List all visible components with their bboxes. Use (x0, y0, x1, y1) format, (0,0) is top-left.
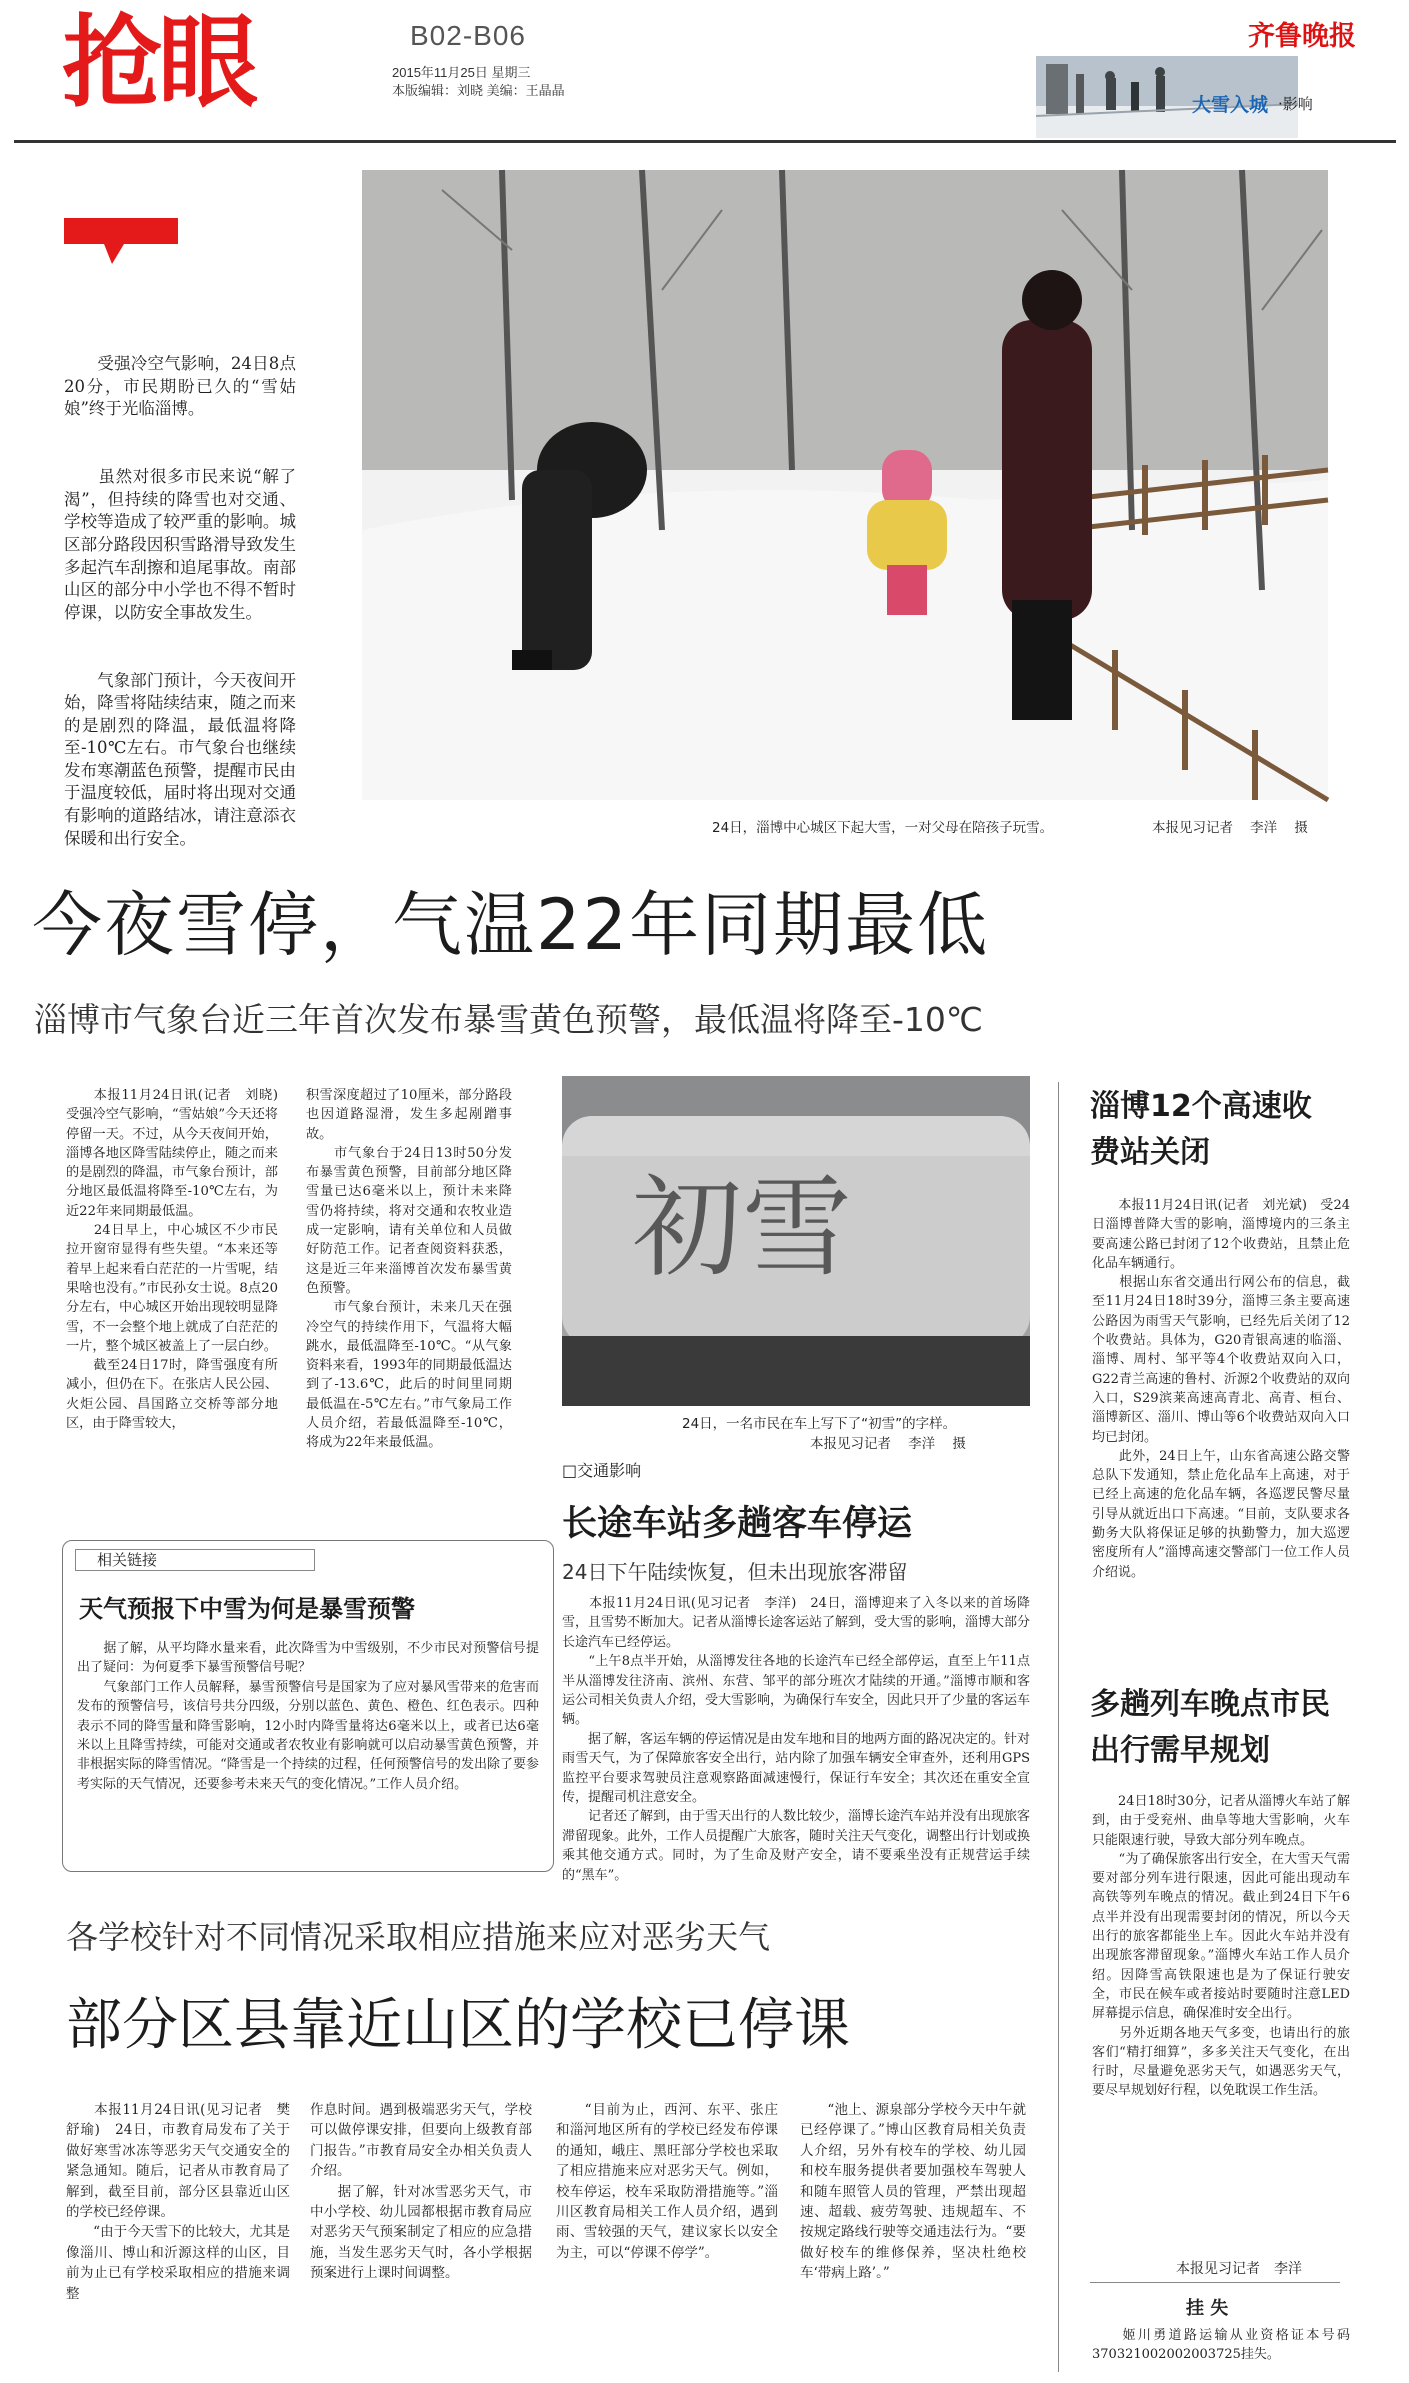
bus-headline: 长途车站多趟客车停运 (562, 1504, 913, 1544)
lead-paragraph: 气象部门预计，今天夜间开始，降雪将陆续结束，随之而来的是剧烈的降温，最低温将降至-10℃左右。市气象台也继续发布寒潮蓝色预警，提醒市民由于温度较低，届时将出现对交通有影响的道路结冰，请注意添衣保暖和出行安全。 (64, 670, 296, 848)
school-kicker: 各学校针对不同情况采取相应措施来应对恶劣天气 (66, 1918, 771, 1956)
highway-body: 本报11月24日讯(记者 刘光斌) 受24日淄博普降大雪的影响，淄博境内的三条主要高速公路已封闭了12个收费站，且禁止危化品车辆通行。 根据山东省交通出行网公布的信息，截至11月24日18时39分，淄博三条主要高速公路因为雨雪天气影响，已经先后关闭了12个收费站。具体为，G20青银高速的临淄、淄博、周村、邹平等4个收费站双向入口，G22青兰高速的鲁村、沂源2个收费站的双向入口，S29滨莱高速高青北、高青、桓台、淄博新区、淄川、博山等6个收费站双向入口均已封闭。 此外，24日上午，山东省高速公路交警总队下发通知，禁止危化品车上高速，对于已经上高速的危化品车辆，各巡逻民警尽量引导从就近出口下高速。“目前，支队要求各勤务大队将保证足够的执勤警力，加大巡逻密度所有人”淄博高速交警部门一位工作人员介绍说。 (1092, 1198, 1350, 1580)
related-link-body: 据了解，从平均降水量来看，此次降雪为中雪级别，不少市民对预警信号提出了疑问：为何夏季下暴雪预警信号呢？ 气象部门工作人员解释，暴雪预警信号是国家为了应对暴风雪带来的危害而发布的预警信号，该信号共分四级，分别以蓝色、黄色、橙色、红色表示。四种表示不同的降雪量和降雪影响，12小时内降雪量将达6毫米以上，或者已达6毫米以上且降雪持续，可能对交通或者农牧业有影响就可以启动暴雪黄色预警，并非根据实际的降雪情况。“降雪是一个持续的过程，任何预警信号的发出除了要参考实际的天气情况，还要参考未来天气的变化情况。”工作人员介绍。 (77, 1641, 539, 1792)
editors-line: 本版编辑：刘晓 美编：王晶晶 (392, 83, 565, 98)
bus-body: 本报11月24日讯(见习记者 李洋) 24日，淄博迎来了入冬以来的首场降雪，且雪势不断加大。记者从淄博长途客运站了解到，受大雪的影响，淄博大部分长途汽车已经停运。 “上午8点半开始，从淄博发往各地的长途汽车已经全部停运，直至上午11点半从淄博发往济南、滨州、东营、邹平的部分班次才陆续的开通。”淄博市顺和客运公司相关负责人介绍，受大雪影响，为确保行车安全，因此只开了少量的客运车辆。 据了解，客运车辆的停运情况是由发车地和目的地两方面的路况决定的。针对雨雪天气，为了保障旅客安全出行，站内除了加强车辆安全审查外，还利用GPS监控平台要求驾驶员注意观察路面减速慢行，保证行车安全；其次还在重安全宣传，提醒司机注意安全。 记者还了解到，由于雪天出行的人数比较少，淄博长途汽车站并没有出现旅客滞留现象。此外，工作人员提醒广大旅客，随时关注天气变化，调整出行计划或换乘其他交通方式。同时，为了生命及财产安全，请不要乘坐没有正规营运手续的“黑车”。 (562, 1596, 1031, 1883)
section-title: 抢眼 (62, 4, 254, 121)
traffic-tag: □交通影响 (562, 1461, 642, 1480)
school-col2: 作息时间。遇到极端恶劣天气，学校可以做停课安排，但要向上级教育部门报告。”市教育局安全办相关负责人介绍。 据了解，针对冰雪恶劣天气，市中小学校、幼儿园都根据市教育局应对恶劣天气预案制定了相应的应急措施，当发生恶劣天气时，各小学根据预案进行上课时间调整。 (310, 2102, 532, 2282)
related-link-box (62, 1540, 554, 1872)
date-line: 2015年11月25日 星期三 (392, 65, 531, 80)
red-flag-icon (64, 218, 178, 266)
car-photo-caption: 24日，一名市民在车上写下了“初雪”的字样。 (682, 1416, 957, 1432)
lead-photo-credit: 本报见习记者 李洋 摄 (1152, 820, 1308, 836)
snow-park-image (362, 170, 1328, 800)
lead-paragraph: 受强冷空气影响，24日8点20分，市民期盼已久的“雪姑娘”终于光临淄博。 (64, 354, 296, 419)
bus-subhead: 24日下午陆续恢复，但未出现旅客滞留 (562, 1560, 908, 1584)
train-body: 24日18时30分，记者从淄博火车站了解到，由于受兖州、曲阜等地大雪影响，火车只能限速行驶，导致大部分列车晚点。 “为了确保旅客出行安全，在大雪天气需要对部分列车进行限速，因此可能出现动车高铁等列车晚点的情况。截止到24日下午6点半并没有出现需要封闭的情况，所以今天出行的旅客都能坐上车。因此火车站并没有出现旅客滞留现象。”淄博火车站工作人员介绍。因降雪高铁限速也是为了保证行驶安全，市民在候车或者接站时要随时注意LED屏幕提示信息，确保准时安全出行。 另外近期各地天气多变，也请出行的旅客们“精打细算”，多多关注天气变化，在出行时，尽量避免恶劣天气，如遇恶劣天气，要尽早规划好行程，以免耽误工作生活。 (1092, 1794, 1350, 2099)
right-column-divider (1058, 1082, 1059, 2372)
car-snow-writing: 初雪 (632, 1164, 852, 1292)
school-col4: “池上、源泉部分学校今天中午就已经停课了。”博山区教育局相关负责人介绍，另外有校车的学校、幼儿园和校车服务提供者要加强校车驾驶人和随车照管人员的管理，严禁出现超速、超载、疲劳驾驶、违规超车、不按规定路线行驶等交通违法行为。“要做好校车的维修保养，坚决杜绝校车‘带病上路’。” (800, 2102, 1026, 2282)
car-photo (562, 1076, 1030, 1406)
car-photo-credit: 本报见习记者 李洋 摄 (810, 1436, 966, 1452)
lost-notice-rule (1090, 2282, 1340, 2283)
main-story-col1: 本报11月24日讯(记者 刘晓) 受强冷空气影响，“雪姑娘”今天还将停留一天。不过，从今天夜间开始，淄博各地区降雪陆续停止，随之而来的是剧烈的降温，市气象台预计，部分地区最低温将降至-10℃左右，为近22年来同期最低温。 24日早上，中心城区不少市民拉开窗帘显得有些失望。“本来还等着早上起来看白茫茫的一片雪呢，结果啥也没有。”市民孙女士说。8点20分左右，中心城区开始出现较明显降雪，不一会整个地上就成了白茫茫的一片，整个城区被盖上了一层白纱。 截至24日17时，降雪强度有所减小，但仍在下。在张店人民公园、火炬公园、昌国路立交桥等部分地区，由于降雪较大， (66, 1088, 278, 1432)
page-range: B02-B06 (410, 20, 526, 51)
paper-logo: 齐鲁晚报 (1248, 21, 1356, 52)
feature-subtitle: ·影响 (1278, 95, 1313, 113)
school-col3: “目前为止，西河、东平、张庄和淄河地区所有的学校已经发布停课的通知，峨庄、黑旺部分学校也采取了相应措施来应对恶劣天气。例如，校车停运，校车采取防滑措施等。”淄川区教育局相关工作人员介绍，遇到雨、雪较强的天气，建议家长以安全为主，可以“停课不停学”。 (556, 2102, 778, 2261)
lead-photo-caption: 24日，淄博中心城区下起大雪，一对父母在陪孩子玩雪。 (712, 820, 1054, 836)
related-link-title: 天气预报下中雪为何是暴雪预警 (79, 1595, 415, 1623)
lost-notice-title: 挂 失 (1186, 2298, 1229, 2319)
school-col1: 本报11月24日讯(见习记者 樊舒瑜) 24日，市教育局发布了关于做好寒雪冰冻等恶劣天气交通安全的紧急通知。随后，记者从市教育局了解到，截至目前，部分区县靠近山区的学校已经停课。 “由于今天雪下的比较大，尤其是像淄川、博山和沂源这样的山区，目前为止已有学校采取相应的措施来调整 (66, 2102, 290, 2302)
lead-text (64, 308, 296, 848)
feature-title: 大雪入城 (1192, 94, 1269, 116)
school-headline: 部分区县靠近山区的学校已停课 (66, 1993, 850, 2058)
related-link-tag: 相关链接 (97, 1551, 158, 1569)
main-headline: 今夜雪停，气温22年同期最低 (32, 884, 990, 966)
highway-headline: 淄博12个高速收费站关闭 (1090, 1089, 1312, 1170)
lead-photo (362, 170, 1328, 800)
masthead-rule (14, 140, 1396, 143)
main-subhead: 淄博市气象台近三年首次发布暴雪黄色预警，最低温将降至-10℃ (34, 1000, 983, 1039)
train-headline: 多趟列车晚点市民出行需早规划 (1090, 1687, 1330, 1768)
lost-notice-body: 姬川勇道路运输从业资格证本号码370321002002003725挂失。 (1092, 2328, 1350, 2363)
snowy-car-image (562, 1076, 1030, 1406)
train-credit: 本报见习记者 李洋 (1176, 2261, 1302, 2277)
lead-paragraph: 虽然对很多市民来说“解了渴”，但持续的降雪也对交通、学校等造成了较严重的影响。城区部分路段因积雪路滑导致发生多起汽车刮擦和追尾事故。南部山区的部分中小学也不得不暂时停课，以防安全事故发生。 (64, 467, 296, 622)
main-story-col2: 积雪深度超过了10厘米，部分路段也因道路湿滑，发生多起剐蹭事故。 市气象台于24日13时50分发布暴雪黄色预警，目前部分地区降雪量已达6毫米以上，预计未来降雪仍将持续，将对交通和农牧业造成一定影响，请有关单位和人员做好防范工作。记者查阅资料获悉，这是近三年来淄博首次发布暴雪黄色预警。 市气象台预计，未来几天在强冷空气的持续作用下，气温将大幅跳水，最低温降至-10℃。“从气象资料来看，1993年的同期最低温达到了-13.6℃，此后的时间里同期最低温在-5℃左右。”市气象局工作人员介绍，若最低温降至-10℃，将成为22年来最低温。 (306, 1088, 512, 1451)
